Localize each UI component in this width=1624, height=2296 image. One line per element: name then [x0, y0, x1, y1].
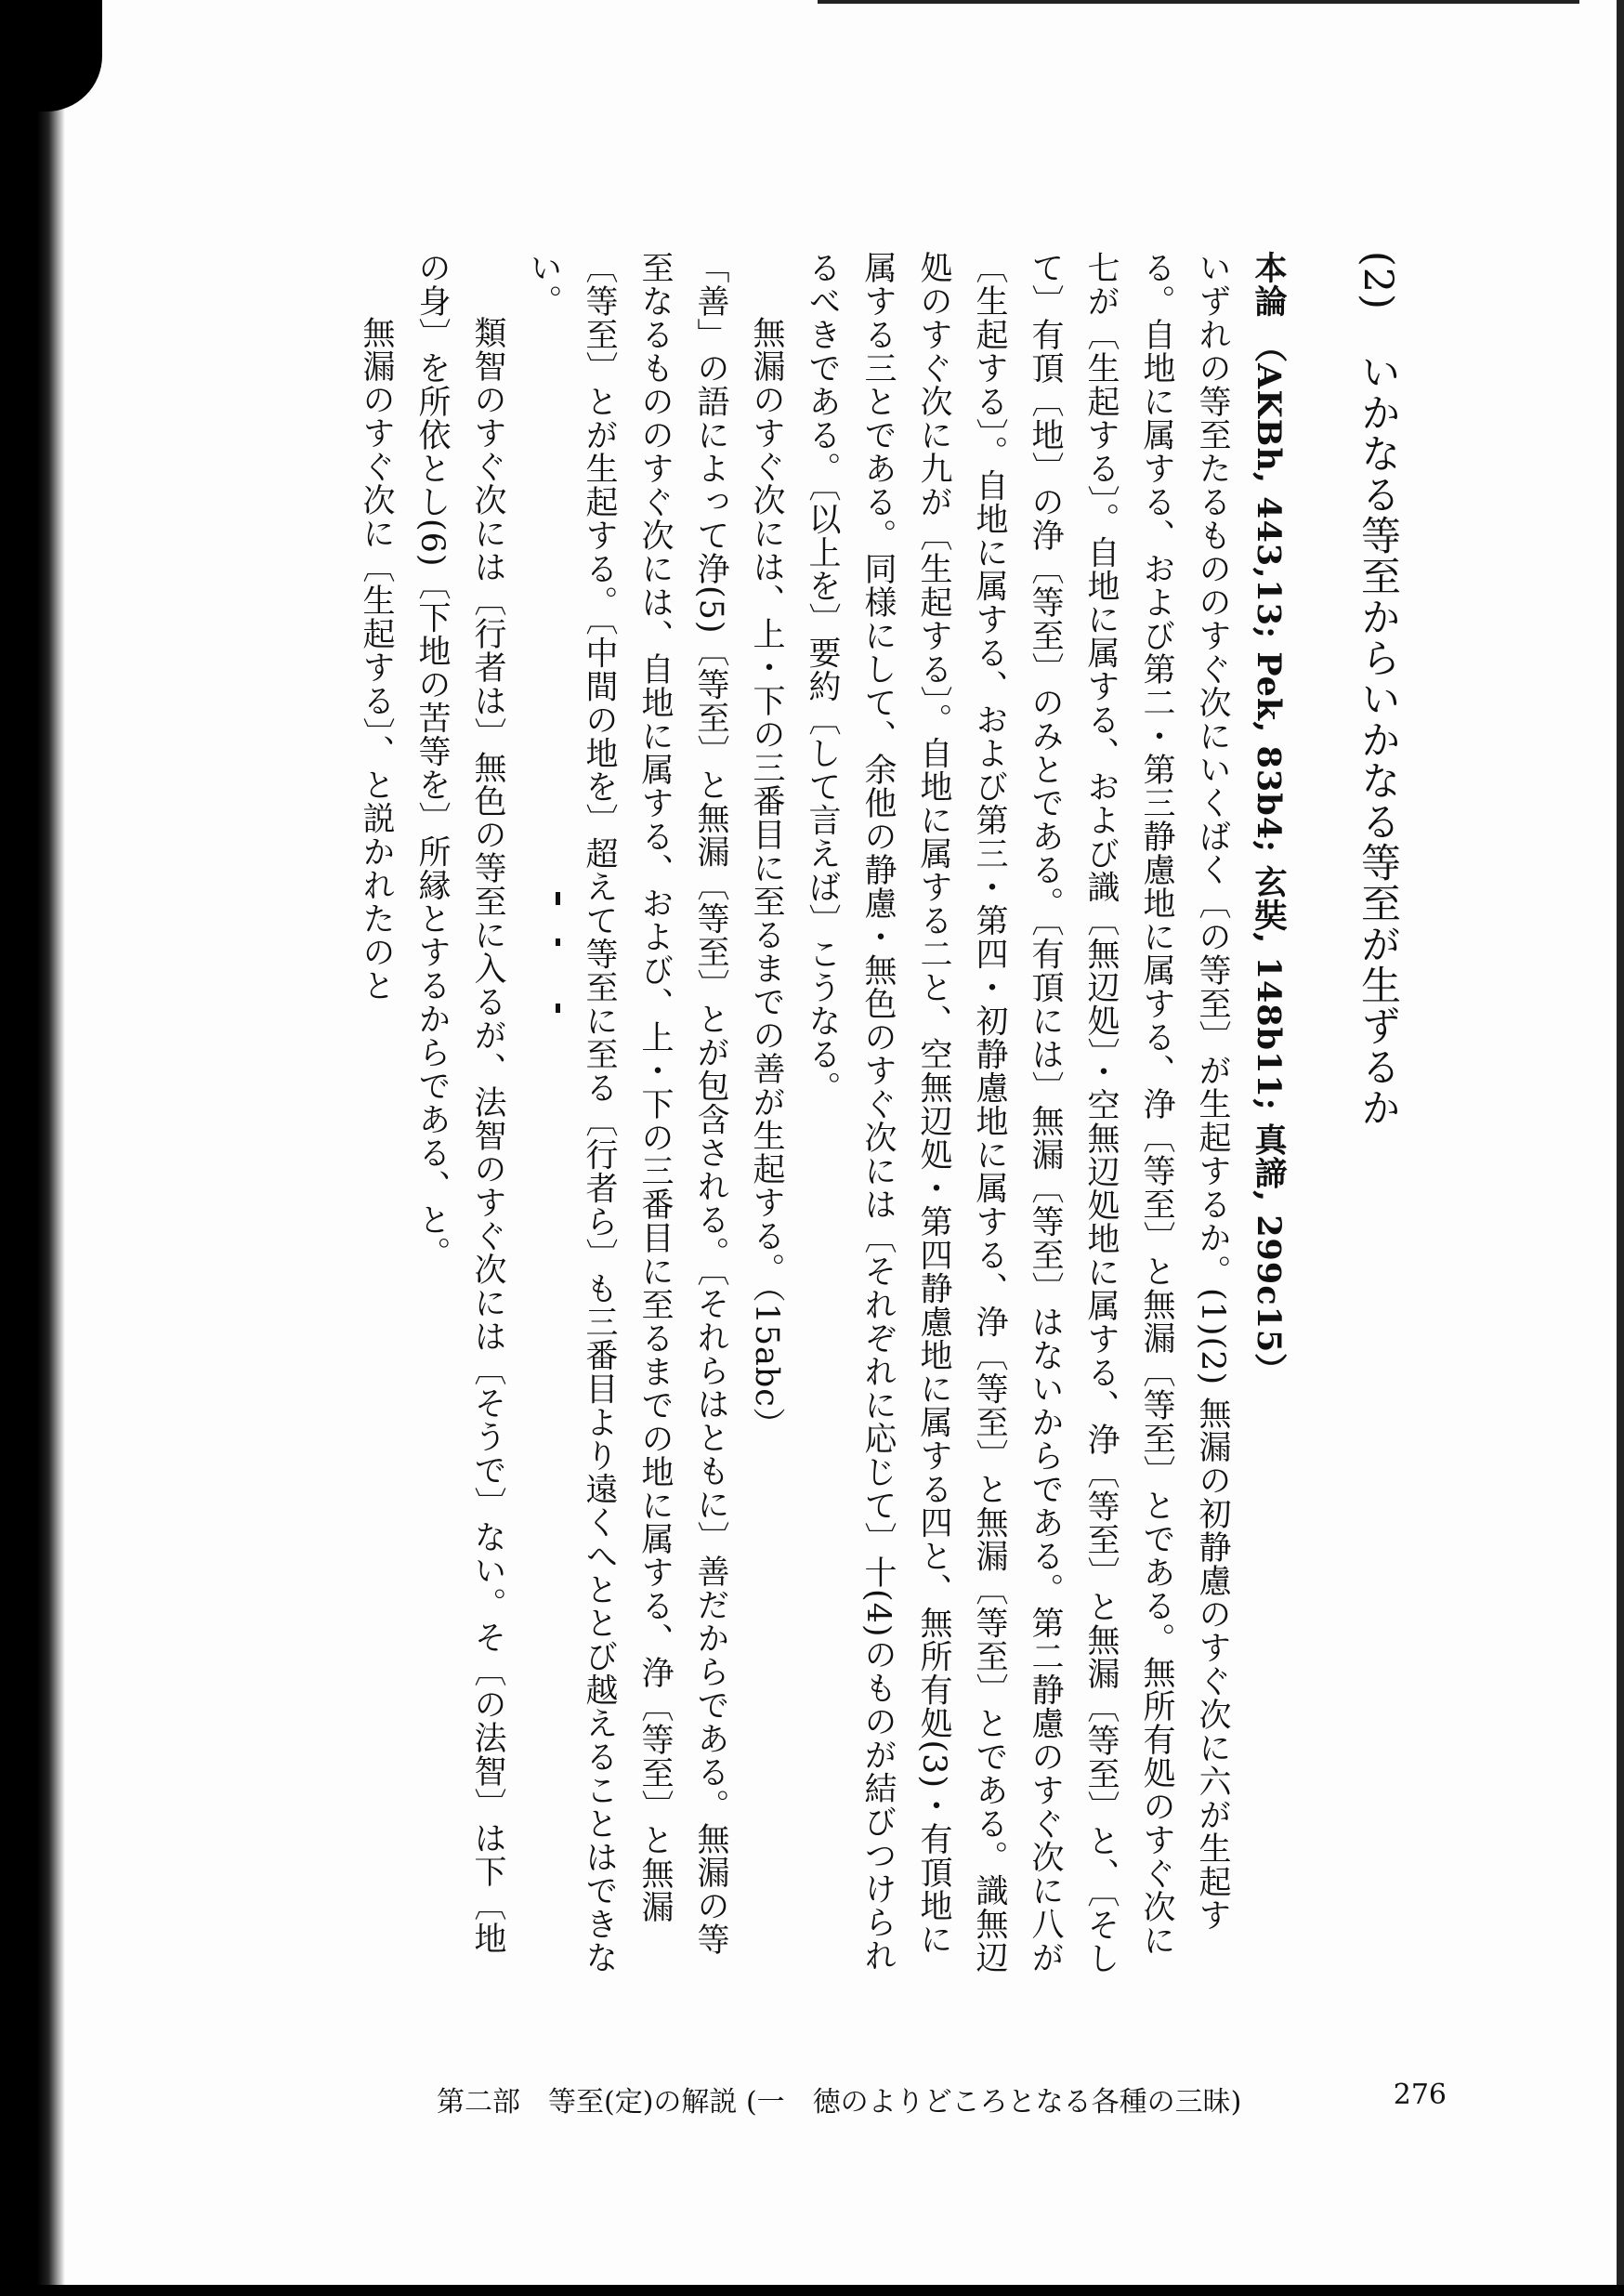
scan-edge-left [0, 0, 65, 2296]
source-references: 本論 （AKBh, 443,13; Pek, 83b4; 玄奘, 148b11; 真諦, 299c15） [1250, 251, 1288, 1387]
page-footer [437, 2079, 1459, 2123]
paragraph: 類智のすぐ次には〔行者は〕無色の等至に入るが、法智のすぐ次には〔そうで〕ない。そ〔の法智〕は下〔地の身〕を所依とし(6)〔下地の苦等を〕所縁とするからである、と。 [413, 251, 506, 1955]
paragraph: 「善」の語によって浄(5)〔等至〕と無漏〔等至〕とが包含される。〔それらはともに〕善だからである。無漏の等至なるもののすぐ次には、自地に属する、および、上・下の三番目に至るまでの地に属する、浄〔等至〕と無漏〔等至〕とが生起する。〔中間の地を〕超えて等至に至る〔行者ら〕も三番目より遠くへととび越えることはできない。 [525, 251, 729, 1975]
vertical-text-body [348, 251, 1406, 1979]
scan-top-rule [818, 0, 1579, 4]
paragraph: いずれの等至たるもののすぐ次にいくばく〔の等至〕が生起するか。(1)(2) 無漏の初静慮のすぐ次に六が生起する。自地に属する、および第二・第三静慮地に属する、浄〔等至〕と無漏〔等至〕とである。無所有処のすぐ次に七が〔生起する〕。自地に属する、および識〔無辺処〕・空無辺処地に属する、浄〔等至〕と無漏〔等至〕と、〔そして〕有頂〔地〕の浄〔等至〕のみとである。〔有頂には〕無漏〔等至〕はないからである。第二静慮のすぐ次に八が〔生起する〕。自地に属する、および第三・第四・初静慮地に属する、浄〔等至〕と無漏〔等至〕とである。識無辺処のすぐ次に九が〔生起する〕。自地に属する二と、空無辺処・第四静慮地に属する四と、無所有処(3)・有頂地に属する三とである。同様にして、余他の静慮・無色のすぐ次には〔それぞれに応じて〕十(4)のものが結びつけられるべきである。〔以上を〕要約〔して言えば〕こうなる。 [804, 251, 1231, 1975]
section-number: (2) [1355, 251, 1401, 310]
verse-line: 無漏のすぐ次には、上・下の三番目に至るまでの善が生起する。（15abc） [748, 316, 785, 1441]
section-heading [1350, 251, 1406, 1979]
scan-edge-right [1617, 0, 1624, 2296]
scan-shadow-top-left [28, 0, 102, 112]
scan-edge-bottom [0, 2285, 1624, 2296]
page-number: 276 [1393, 2079, 1447, 2111]
running-head: 第二部 等至(定)の解説 (一 徳のよりどころとなる各種の三昧) [437, 2086, 1242, 2119]
paragraph: 無漏のすぐ次に〔生起する〕、と説かれたのと [358, 316, 395, 1003]
section-title: いかなる等至からいかなる等至が生ずるか [1355, 350, 1401, 1128]
